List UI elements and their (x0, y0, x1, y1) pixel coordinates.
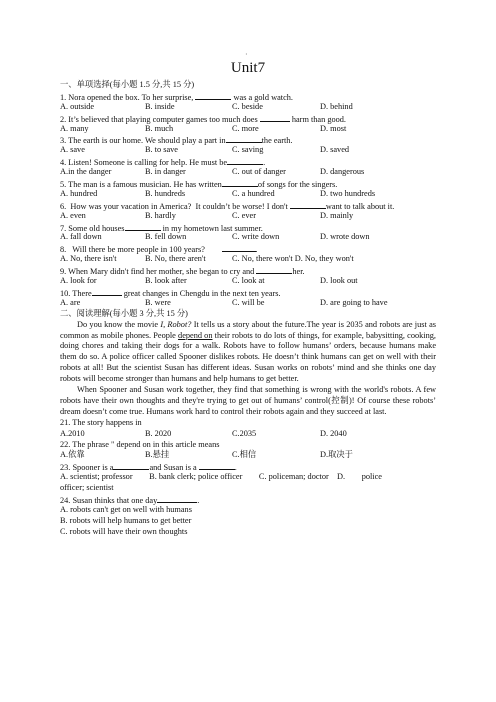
top-mark: · (245, 50, 248, 59)
question-text: 9. When Mary didn't find her mother, she began to cry and (60, 267, 257, 277)
answer-blank (113, 461, 149, 470)
question-text: of songs for the singers. (257, 180, 338, 190)
option: B. No, there aren't (145, 254, 206, 264)
option: D. wrote down (320, 232, 370, 242)
question-21-options (60, 429, 436, 440)
option: A. outside (60, 101, 95, 111)
option: A. many (60, 123, 89, 133)
question-text: . (197, 495, 200, 505)
option: A. robots can't get on well with humans (60, 504, 192, 514)
question-23-options-cont: officer; scientist (60, 483, 114, 493)
option: C. beside (232, 101, 263, 111)
option: B. 2020 (145, 428, 172, 438)
question-text: and Susan is a (149, 463, 199, 473)
answer-blank (157, 494, 200, 505)
option: C. out of danger (232, 167, 286, 177)
option: A. look for (60, 276, 97, 286)
question-2 (60, 113, 436, 124)
question-text: 8. Will there be more people in 100 years? (60, 245, 222, 255)
option: B. much (145, 123, 174, 133)
answer-blank (227, 156, 266, 168)
passage-paragraph-1 (60, 320, 436, 385)
question-8 (60, 243, 436, 254)
question-text: 2. It’s believed that playing computer games too much does (60, 114, 260, 124)
question-9 (60, 265, 436, 276)
option: C. ever (232, 210, 256, 220)
question-text: . (234, 463, 237, 473)
answer-blank (260, 113, 290, 122)
option: B. fell down (145, 232, 187, 242)
option: A.2010 (60, 428, 85, 438)
option: B.悬挂 (145, 450, 170, 460)
question-1 (60, 91, 436, 102)
answer-blank (199, 461, 237, 473)
option: D. behind (320, 101, 353, 111)
question-5 (60, 178, 436, 189)
question-text: 4. Listen! Someone is calling for help. He must be (60, 158, 228, 168)
option: A.in the danger (60, 167, 112, 177)
question-22-options (60, 450, 436, 461)
option: C.相信 (232, 450, 257, 460)
question-text: 7. Some old houses (60, 223, 125, 233)
option: B. to save (145, 145, 178, 155)
option: A.依靠 (60, 450, 85, 460)
question-text: 6. How was your vacation in America? It couldn’t be worse! I don't (60, 201, 290, 211)
option: C.2035 (232, 428, 257, 438)
option: D. are going to have (320, 297, 388, 307)
question-8-options (60, 254, 436, 265)
question-text: 5. The man is a famous musician. He has written (60, 180, 222, 190)
option: A. save (60, 145, 85, 155)
option: D. saved (320, 145, 350, 155)
page-title: Unit7 (230, 60, 266, 76)
question-4 (60, 156, 436, 167)
option: B. hardly (145, 210, 176, 220)
underlined-phrase: depend on (178, 330, 213, 340)
option: C. will be (232, 297, 265, 307)
answer-blank (222, 178, 258, 187)
question-10-options (60, 298, 436, 309)
option: D. most (320, 123, 347, 133)
option: B. in danger (145, 167, 186, 177)
option: A. are (60, 297, 81, 307)
question-9-options (60, 276, 436, 287)
section2-heading: 二、阅读理解(每小题 3 分,共 15 分) (60, 308, 188, 318)
option: D. dangerous (320, 167, 365, 177)
question-1-options (60, 102, 436, 113)
answer-blank (226, 134, 262, 143)
question-6-options (60, 211, 436, 222)
option: B. hundreds (145, 188, 186, 198)
question-text: 10. There (60, 288, 92, 298)
question-6 (60, 200, 436, 211)
question-text: harm than good. (289, 114, 347, 124)
option: B. robots will help humans to get better (60, 515, 192, 525)
option: C. saving (232, 145, 264, 155)
option: D.取决于 (320, 450, 353, 460)
question-5-options (60, 189, 436, 200)
question-23-options: A. scientist; professor B. bank clerk; police officer C. policeman; doctor D. police (60, 472, 382, 482)
option: D. 2040 (320, 428, 347, 438)
question-24 (60, 494, 436, 505)
option: C. No, there won't D. No, they won't (232, 254, 354, 264)
option: C. more (232, 123, 259, 133)
option: C. write down (232, 232, 280, 242)
option: D. two hundreds (320, 188, 376, 198)
answer-blank (256, 265, 292, 274)
answer-blank (92, 287, 122, 296)
question-text: in my hometown last summer. (160, 223, 263, 233)
question-list (60, 91, 436, 309)
question-3-options (60, 145, 436, 156)
question-23 (60, 461, 436, 472)
question-10 (60, 287, 436, 298)
option: B. inside (145, 101, 175, 111)
answer-blank (290, 200, 326, 209)
question-text: was a gold watch. (231, 92, 293, 102)
question-text: want to talk about it. (325, 201, 395, 211)
question-text: . (263, 158, 266, 168)
option: C. robots will have their own thoughts (60, 526, 188, 536)
question-7-options (60, 232, 436, 243)
answer-blank (222, 243, 258, 255)
option: D. mainly (320, 210, 354, 220)
question-22: 22. The phrase " depend on in this article means (60, 439, 220, 449)
question-text: 3. The earth is our home. We should play a part in (60, 136, 226, 146)
passage-text: their robots to do lots of things, for example, babysitting, cooking, doing chores and taking their dogs for a walk. Robots have to follow humans’ orders, because humans make them do so. A police officer called Spooner dislikes robots. He doesn’t think humans can get on well with their robots at all! But the scientist Susan has different ideas. Susan works on robots’ mind and she thinks one day robots will become stronger than humans and help humans to get better. (60, 330, 436, 384)
option: A. fall down (60, 232, 102, 242)
question-text: 24. Susan thinks that one day (60, 495, 158, 505)
option: C. look at (232, 276, 265, 286)
question-21: 21. The story happens in (60, 417, 142, 427)
passage-text: It tells us a story about the future.The year is 2035 and robots are just as common as mobile phones. People (60, 319, 436, 340)
option: B. look after (145, 276, 187, 286)
question-text: her. (292, 267, 305, 277)
option: A. hundred (60, 188, 98, 198)
question-3 (60, 134, 436, 145)
question-text: 23. Spooner is a (60, 463, 114, 473)
question-text: the earth. (261, 136, 293, 146)
question-2-options (60, 124, 436, 135)
answer-blank (125, 222, 161, 231)
answer-blank (195, 91, 231, 100)
option: B. were (145, 297, 171, 307)
question-text: great changes in Chengdu in the next ten years. (121, 288, 281, 298)
option: D. look out (320, 276, 358, 286)
passage-text: Do you know the movie (77, 319, 161, 329)
movie-title: I, Robot? (160, 319, 192, 329)
option: A. even (60, 210, 86, 220)
question-text: . (255, 245, 258, 255)
passage-paragraph-2: When Spooner and Susan work together, they find that something is wrong with the world's robots. A few robots have their own thoughts and they're trying to get out of humans’ control(控制)! Of course these robots’ dream doesn’t come true. Humans work hard to control their robots again and they succeed at last. (60, 385, 436, 416)
option: C. a hundred (232, 188, 275, 198)
question-4-options (60, 167, 436, 178)
section1-heading: 一、单项选择(每小题 1.5 分,共 15 分) (60, 80, 195, 89)
option: A. No, there isn't (60, 254, 117, 264)
question-text: 1. Nora opened the box. To her surprise, (60, 92, 196, 102)
question-7 (60, 222, 436, 233)
document-body (60, 80, 436, 538)
